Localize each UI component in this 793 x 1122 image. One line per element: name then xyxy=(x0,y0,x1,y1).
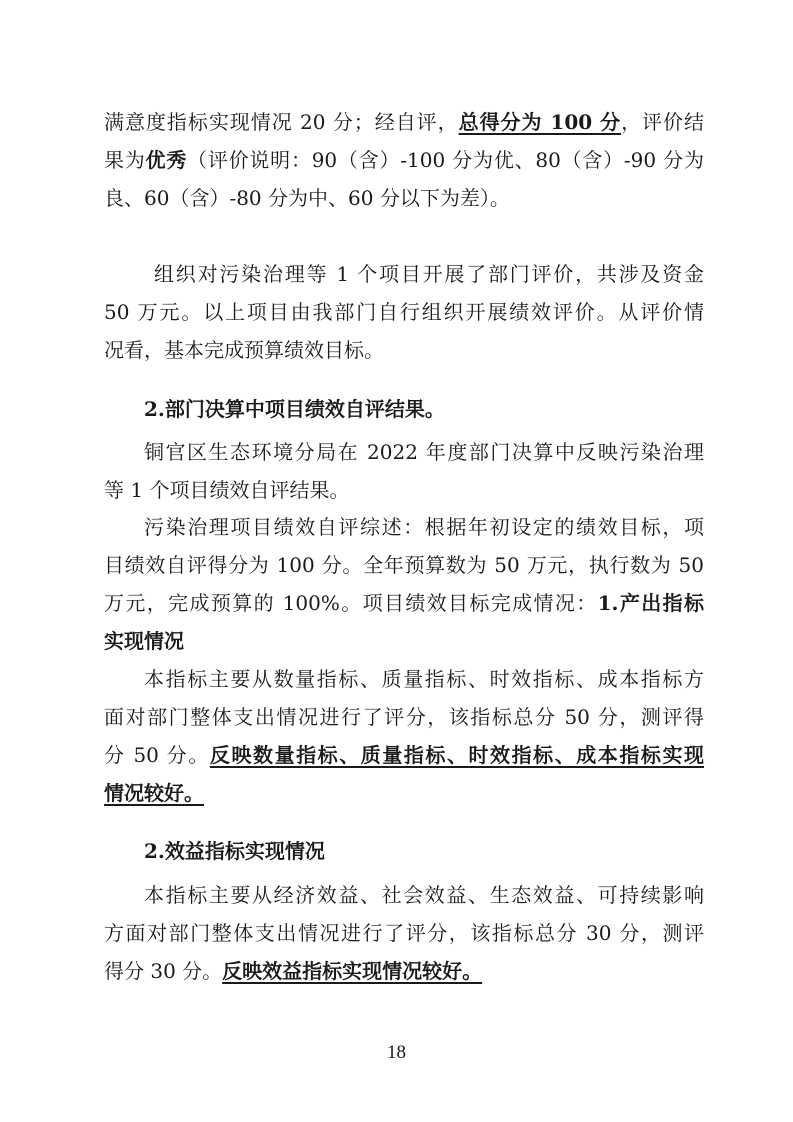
total-score-emphasis: 总得分为 100 分 xyxy=(458,110,622,134)
text-line: 况看，基本完成预算绩效目标。 xyxy=(104,338,384,362)
text-line: 万元，完成预算的 100%。项目绩效目标完成情况：1.产出指标 xyxy=(104,591,704,615)
section-heading: 2.部门决算中项目绩效自评结果。 xyxy=(144,397,445,421)
text-line: 情况较好。 xyxy=(104,781,204,805)
text-line: 污染治理项目绩效自评综述：根据年初设定的绩效目标，项 xyxy=(144,515,704,539)
benefit-conclusion-emphasis: 反映效益指标实现情况较好。 xyxy=(222,959,483,983)
text-line: 实现情况 xyxy=(104,629,184,653)
text-line: 铜官区生态环境分局在 2022 年度部门决算中反映污染治理 xyxy=(144,440,704,464)
text-line: 目绩效自评得分为 100 分。全年预算数为 50 万元，执行数为 50 xyxy=(104,553,704,577)
text-line: 等 1 个项目绩效自评结果。 xyxy=(104,478,350,502)
text-line: 组织对污染治理等 1 个项目开展了部门评价，共涉及资金 xyxy=(154,262,704,286)
text-line: 50 万元。以上项目由我部门自行组织开展绩效评价。从评价情 xyxy=(104,300,704,324)
text-line: 得分 30 分。反映效益指标实现情况较好。 xyxy=(104,959,483,983)
text-line: 面对部门整体支出情况进行了评分，该指标总分 50 分，测评得 xyxy=(104,705,704,729)
text-line: 良、60（含）-80 分为中、60 分以下为差）。 xyxy=(104,186,510,210)
text-line: 满意度指标实现情况 20 分；经自评，总得分为 100 分，评价结 xyxy=(104,110,704,134)
text-line: 本指标主要从经济效益、社会效益、生态效益、可持续影响 xyxy=(144,883,704,907)
text-line: 方面对部门整体支出情况进行了评分，该指标总分 30 分，测评 xyxy=(104,921,704,945)
output-indicator-heading: 1.产出指标 xyxy=(597,591,704,615)
section-heading: 2.效益指标实现情况 xyxy=(144,839,325,863)
output-conclusion-emphasis: 反映数量指标、质量指标、时效指标、成本指标实现 xyxy=(209,743,705,767)
text-line: 本指标主要从数量指标、质量指标、时效指标、成本指标方 xyxy=(144,667,704,691)
text-line: 果为优秀（评价说明：90（含）-100 分为优、80（含）-90 分为 xyxy=(104,148,705,172)
rating-excellent-emphasis: 优秀 xyxy=(145,148,188,172)
text-line: 分 50 分。反映数量指标、质量指标、时效指标、成本指标实现 xyxy=(104,743,705,767)
page-number: 18 xyxy=(387,1042,406,1063)
